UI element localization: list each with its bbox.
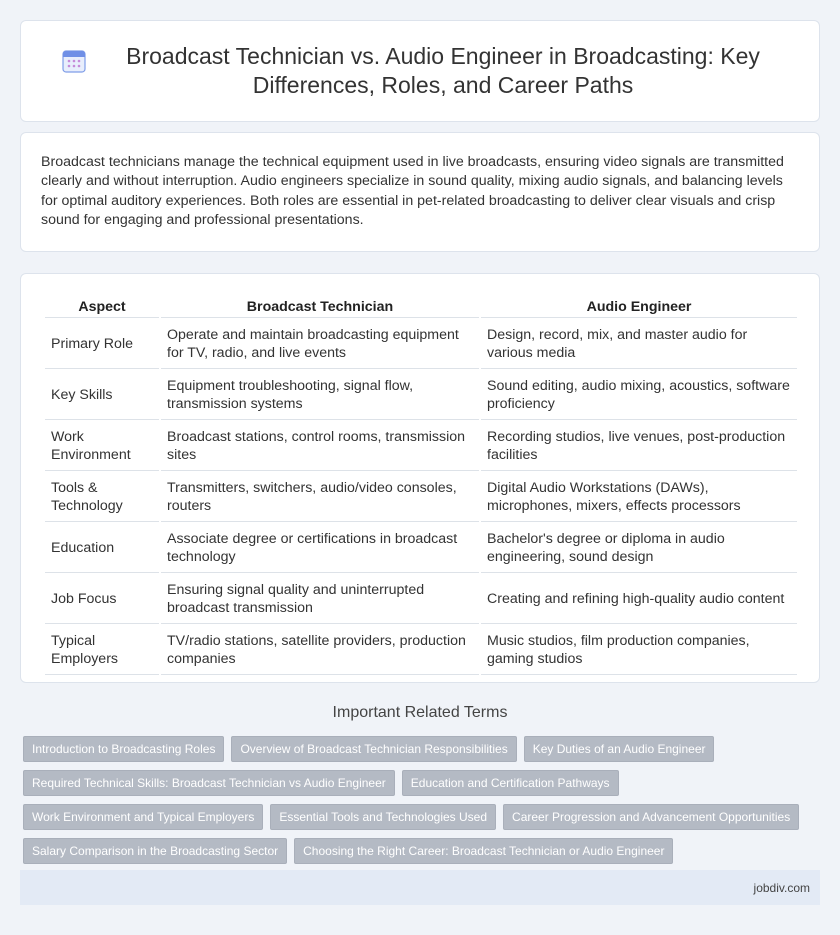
related-term-link[interactable]: Overview of Broadcast Technician Responsibilities [231, 736, 516, 762]
row-broadcast-technician: Ensuring signal quality and uninterrupted broadcast transmission [161, 575, 479, 624]
row-aspect: Tools & Technology [45, 473, 159, 522]
table-row [45, 524, 797, 573]
related-term-link[interactable]: Career Progression and Advancement Opportunities [503, 804, 799, 830]
title-wrap [61, 42, 779, 100]
header-broadcast-technician: Broadcast Technician [161, 297, 479, 318]
related-term-link[interactable]: Introduction to Broadcasting Roles [23, 736, 224, 762]
row-aspect: Key Skills [45, 371, 159, 420]
row-broadcast-technician: Transmitters, switchers, audio/video consoles, routers [161, 473, 479, 522]
table-row [45, 575, 797, 624]
row-broadcast-technician: Broadcast stations, control rooms, transmission sites [161, 422, 479, 471]
comparison-card [20, 273, 820, 683]
intro-card [20, 132, 820, 252]
related-term-link[interactable]: Essential Tools and Technologies Used [270, 804, 496, 830]
related-term-link[interactable]: Education and Certification Pathways [402, 770, 619, 796]
table-row [45, 320, 797, 369]
table-row [45, 422, 797, 471]
row-audio-engineer: Sound editing, audio mixing, acoustics, software proficiency [481, 371, 797, 420]
related-term-link[interactable]: Key Duties of an Audio Engineer [524, 736, 715, 762]
comparison-table [43, 295, 799, 677]
page-title: Broadcast Technician vs. Audio Engineer in Broadcasting: Key Differences, Roles, and Career Paths [126, 43, 760, 98]
row-aspect: Work Environment [45, 422, 159, 471]
row-audio-engineer: Design, record, mix, and master audio for various media [481, 320, 797, 369]
table-row [45, 371, 797, 420]
intro-paragraph: Broadcast technicians manage the technical equipment used in live broadcasts, ensuring video signals are transmitted clearly and without interruption. Audio engineers specialize in sound quality, mixing audio signals, and balancing levels for optimal auditory experiences. Both roles are essential in pet-related broadcasting to deliver clear visuals and crisp sound for engaging and professional presentations. [41, 154, 784, 229]
footer [20, 870, 820, 905]
row-aspect: Job Focus [45, 575, 159, 624]
row-audio-engineer: Bachelor's degree or diploma in audio engineering, sound design [481, 524, 797, 573]
related-terms-list [23, 736, 813, 864]
related-term-link[interactable]: Choosing the Right Career: Broadcast Technician or Audio Engineer [294, 838, 673, 864]
table-row [45, 473, 797, 522]
title-card [20, 20, 820, 122]
table-header-row [45, 297, 797, 318]
row-broadcast-technician: Operate and maintain broadcasting equipment for TV, radio, and live events [161, 320, 479, 369]
row-broadcast-technician: Associate degree or certifications in broadcast technology [161, 524, 479, 573]
row-aspect: Typical Employers [45, 626, 159, 675]
table-row [45, 626, 797, 675]
row-aspect: Primary Role [45, 320, 159, 369]
row-audio-engineer: Music studios, film production companies, gaming studios [481, 626, 797, 675]
calendar-icon [61, 48, 87, 74]
header-aspect: Aspect [45, 297, 159, 318]
header-audio-engineer: Audio Engineer [481, 297, 797, 318]
related-term-link[interactable]: Required Technical Skills: Broadcast Technician vs Audio Engineer [23, 770, 395, 796]
row-broadcast-technician: TV/radio stations, satellite providers, production companies [161, 626, 479, 675]
row-audio-engineer: Creating and refining high-quality audio content [481, 575, 797, 624]
related-term-link[interactable]: Salary Comparison in the Broadcasting Sector [23, 838, 287, 864]
footer-site-link[interactable]: jobdiv.com [753, 880, 810, 895]
row-audio-engineer: Digital Audio Workstations (DAWs), microphones, mixers, effects processors [481, 473, 797, 522]
row-aspect: Education [45, 524, 159, 573]
related-term-link[interactable]: Work Environment and Typical Employers [23, 804, 263, 830]
related-terms-heading: Important Related Terms [332, 704, 508, 721]
row-broadcast-technician: Equipment troubleshooting, signal flow, transmission systems [161, 371, 479, 420]
row-audio-engineer: Recording studios, live venues, post-production facilities [481, 422, 797, 471]
